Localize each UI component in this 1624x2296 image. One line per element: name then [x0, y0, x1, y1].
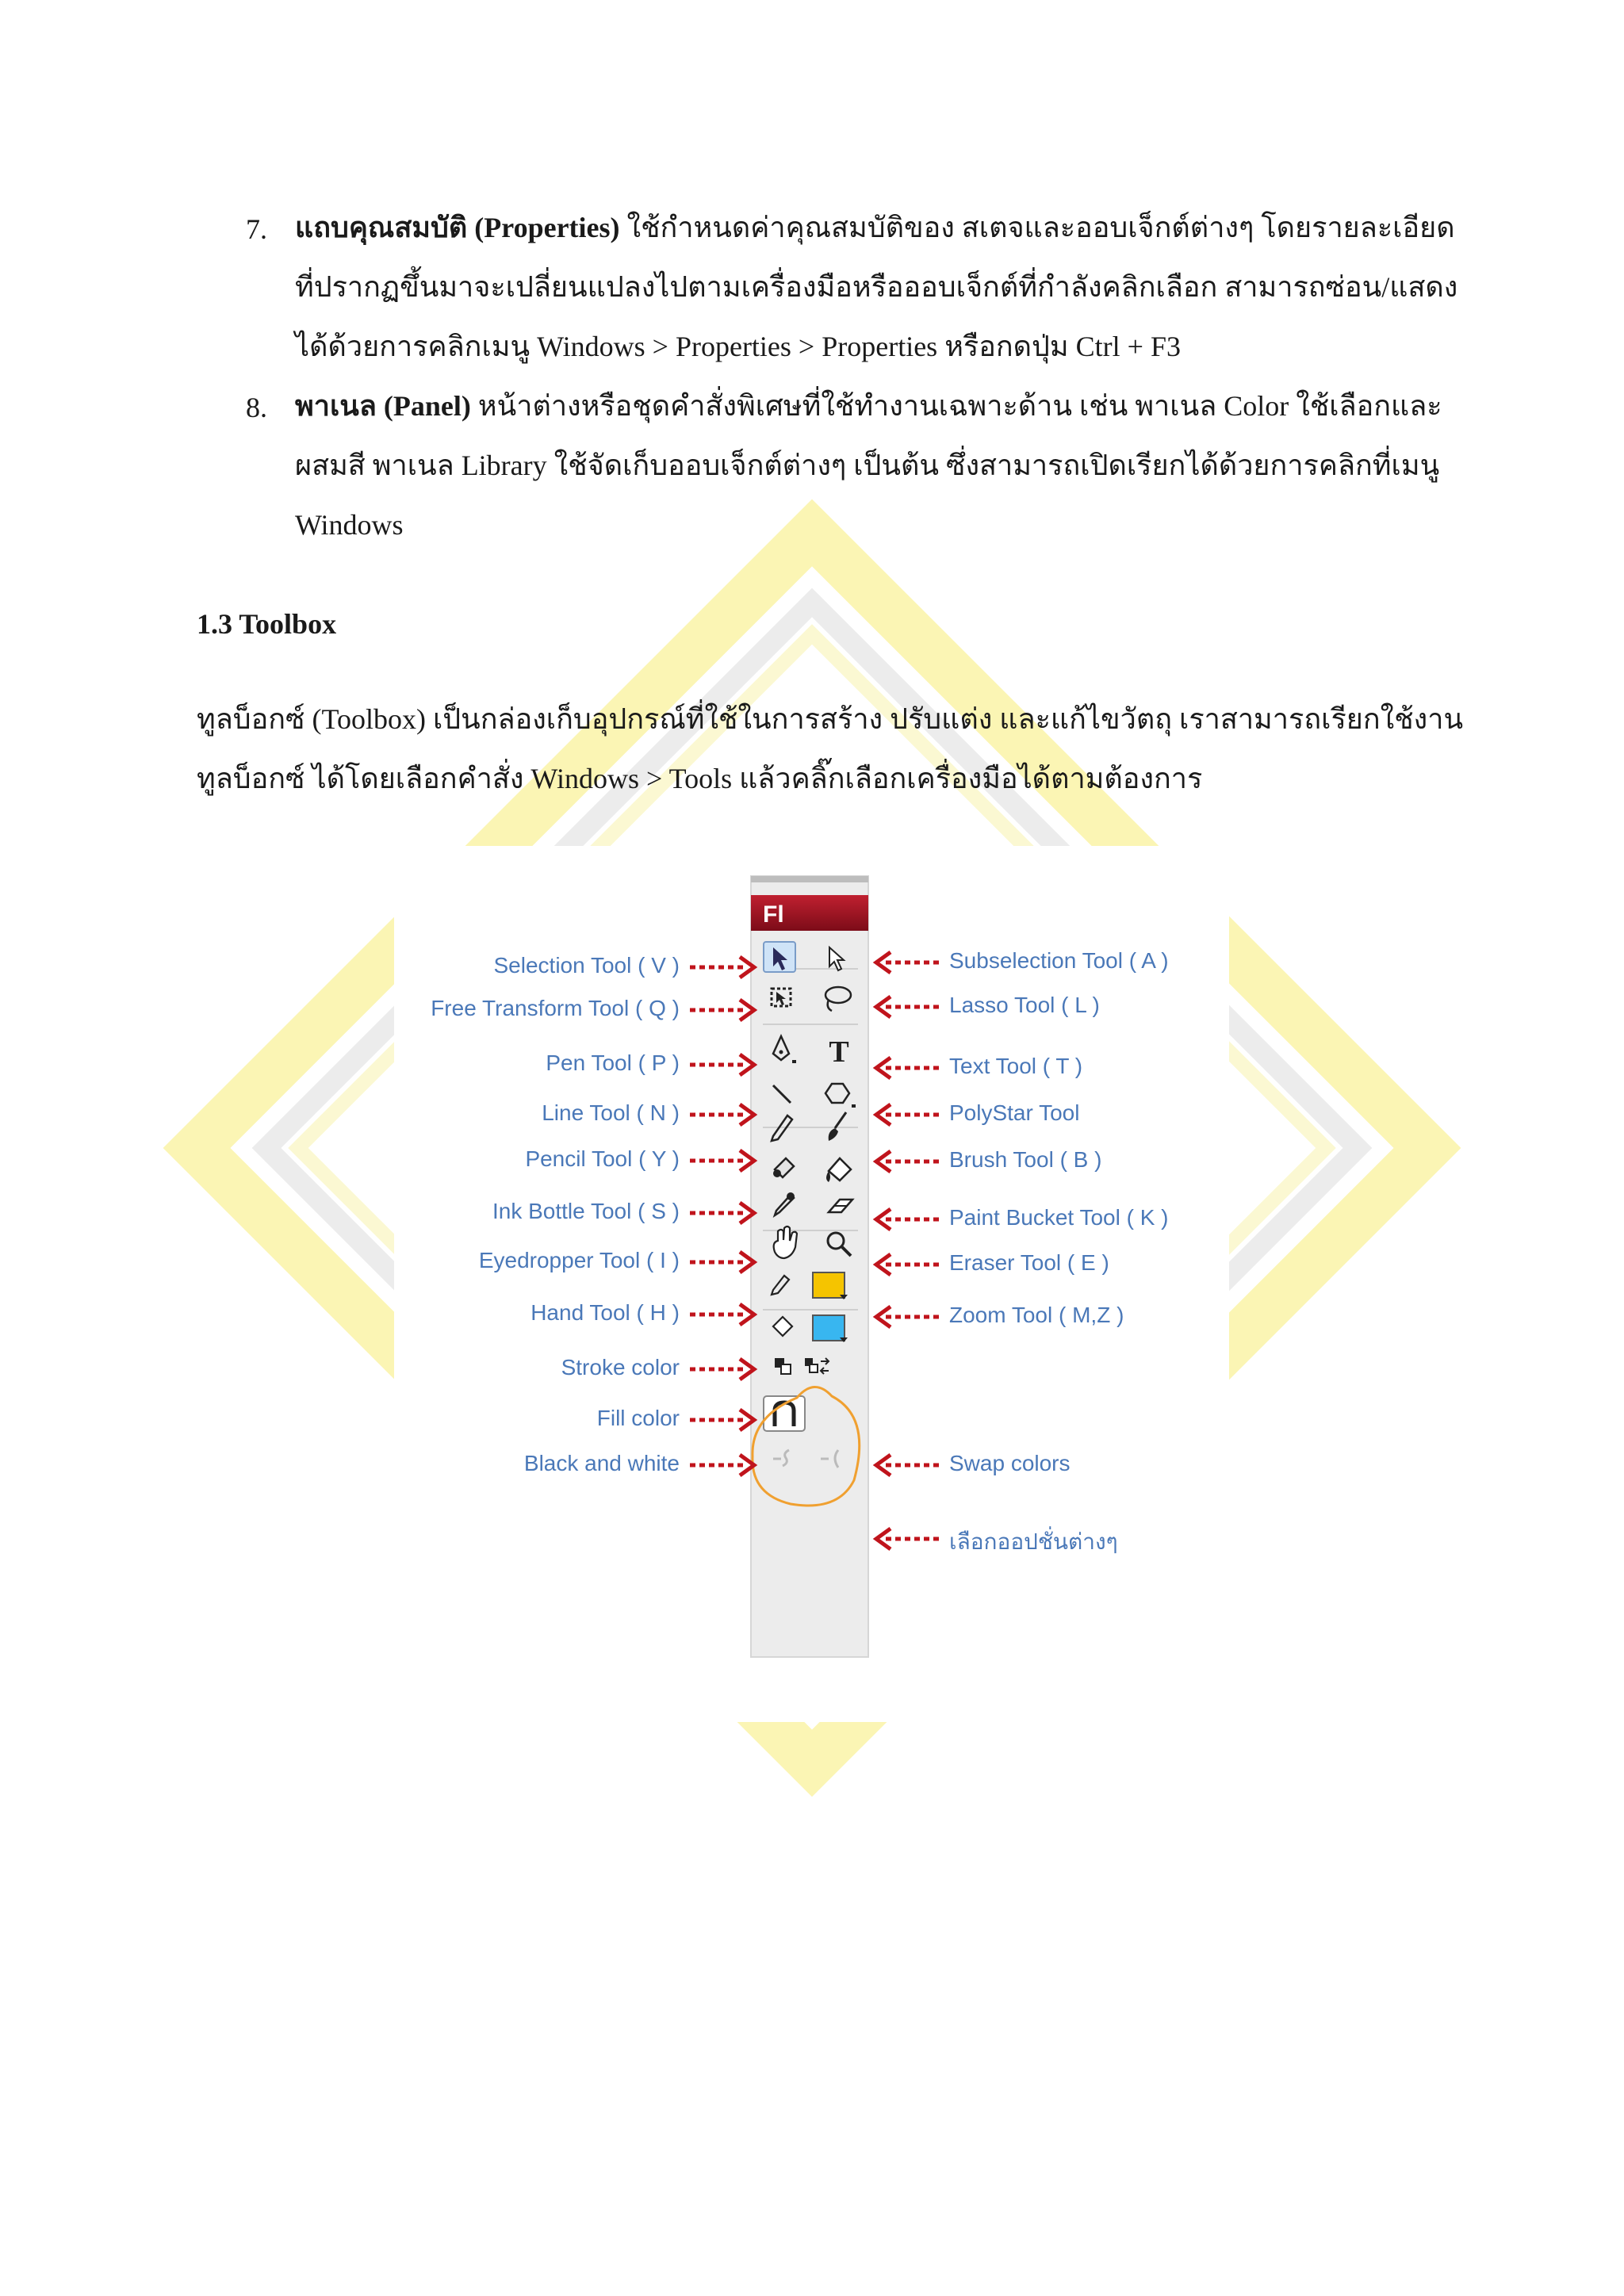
label-zoom-tool: Zoom Tool ( M,Z ): [949, 1303, 1124, 1327]
list-number-7: 7.: [246, 213, 267, 245]
label-swap-colors: Swap colors: [949, 1451, 1071, 1475]
arrows-left: [690, 957, 754, 1475]
list-item-first-line: [295, 377, 1484, 436]
label-paint-bucket-tool: Paint Bucket Tool ( K ): [949, 1205, 1169, 1230]
label-lasso-tool: Lasso Tool ( L ): [949, 993, 1100, 1017]
label-ink-bottle-tool: Ink Bottle Tool ( S ): [492, 1199, 680, 1223]
label-free-transform-tool: Free Transform Tool ( Q ): [431, 996, 680, 1020]
label-hand-tool: Hand Tool ( H ): [530, 1300, 680, 1325]
line-text: หน้าต่างหรือชุดคำสั่งพิเศษที่ใช้ทำงานเฉพาะด้าน เช่น พาเนล Color ใช้เลือกและ: [470, 390, 1442, 422]
list-item-properties: [295, 198, 1484, 377]
line-text: ที่ปรากฏขึ้นมาจะเปลี่ยนแปลงไปตามเครื่องมือหรือออบเจ็กต์ที่กำลังคลิกเลือก สามารถซ่อน/แสดง: [295, 271, 1458, 303]
app-badge-label: Fl: [763, 901, 784, 928]
line-text: Windows: [295, 509, 404, 541]
term-properties: แถบคุณสมบัติ (Properties): [295, 212, 620, 243]
label-polystar-tool: PolyStar Tool: [949, 1100, 1080, 1125]
label-text-tool: Text Tool ( T ): [949, 1054, 1083, 1078]
section-heading: 1.3 Toolbox: [197, 608, 337, 640]
list-item-panel: [295, 377, 1484, 555]
toolbox-figure: [394, 846, 1229, 1722]
line-text: ทูลบ็อกซ์ (Toolbox) เป็นกล่องเก็บอุปกรณ์ที่ใช้ในการสร้าง ปรับแต่ง และแก้ไขวัตถุ เราสามารถเรียกใช้งาน: [197, 703, 1464, 735]
label-stroke-color: Stroke color: [561, 1355, 680, 1380]
line-text: ทูลบ็อกซ์ ได้โดยเลือกคำสั่ง Windows > Tools แล้วคลิ๊กเลือกเครื่องมือได้ตามต้องการ: [197, 763, 1203, 794]
label-black-and-white: Black and white: [523, 1451, 680, 1475]
label-selection-tool: Selection Tool ( V ): [493, 953, 680, 978]
label-eyedropper-tool: Eyedropper Tool ( I ): [478, 1248, 680, 1272]
label-line-tool: Line Tool ( N ): [542, 1100, 680, 1125]
list-item-first-line: [295, 198, 1484, 258]
label-fill-color: Fill color: [596, 1406, 680, 1430]
line-text: ได้ด้วยการคลิกเมนู Windows > Properties > Properties หรือกดปุ่ม Ctrl + F3: [295, 331, 1181, 362]
arrows-right: [876, 952, 941, 1549]
term-panel: พาเนล (Panel): [295, 390, 471, 422]
line-text: ใช้กำหนดค่าคุณสมบัติของ สเตจและออบเจ็กต์ต่างๆ โดยรายละเอียด: [619, 212, 1455, 243]
list-number-8: 8.: [246, 392, 267, 423]
label-brush-tool: Brush Tool ( B ): [949, 1147, 1102, 1172]
intro-paragraph: [197, 690, 1465, 809]
text-tool-icon[interactable]: T: [829, 1035, 849, 1069]
label-options: เลือกออปชั่นต่างๆ: [949, 1529, 1118, 1554]
label-pencil-tool: Pencil Tool ( Y ): [525, 1146, 680, 1171]
line-text: ผสมสี พาเนล Library ใช้จัดเก็บออบเจ็กต์ต่างๆ เป็นต้น ซึ่งสามารถเปิดเรียกได้ด้วยการคลิกที่เมนู: [295, 450, 1440, 481]
label-pen-tool: Pen Tool ( P ): [546, 1050, 680, 1075]
label-subselection-tool: Subselection Tool ( A ): [949, 948, 1169, 973]
label-eraser-tool: Eraser Tool ( E ): [949, 1250, 1109, 1275]
